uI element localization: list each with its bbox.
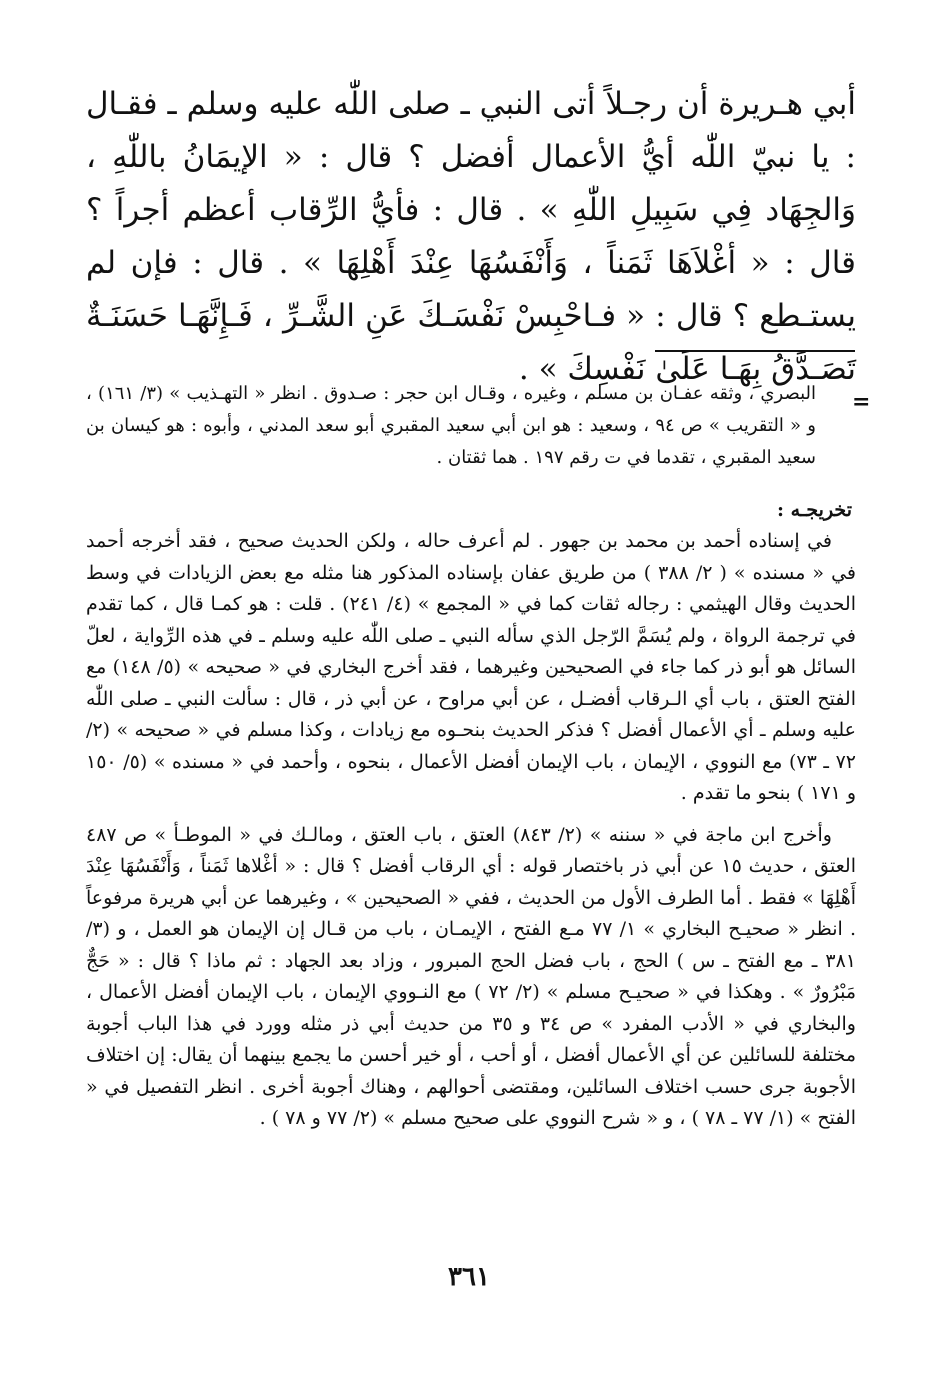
- footnote-text: البصري ، وثقه عفـان بن مسلم ، وغيره ، وقـال ابن حجر : صـدوق . انظر « التهـذيب » (٣/ ١٦١) ، و « التقريب » ص ٩٤ ، وسعيد : هو ابن أبي سعيد المقبري أبو سعد المدني ، وأبوه : هو كيسان بن سعيد المقبري ، تقدما في ت رقم ١٩٧ . هما ثقتان .: [86, 383, 816, 468]
- takhrij-heading: تخريجـه :: [777, 499, 852, 521]
- footnote: [86, 378, 816, 474]
- hadith-text: [86, 78, 856, 396]
- takhrij-paragraph-1: في إسناده أحمد بن محمد بن جهور . لم أعرف حاله ، ولكن الحديث صحيح ، فقد أخرجه أحمد في « مسنده » ( ٢/ ٣٨٨ ) من طريق عفان بإسناده المذكور هنا مثله مع بعض الزيادات في وسط الحديث وقال الهيثمي : رجاله ثقات كما في « المجمع » (٤/ ٢٤١) . قلت : هو كمـا قال ، كما تقدم في ترجمة الرواة ، ولم يُسَمَّ الرّجل الذي سأله النبي ـ صلى اللّٰه عليه وسلم ـ في هذه الرِّواية ، لعلّ السائل هو أبو ذر كما جاء في الصحيحين وغيرهما ، فقد أخرج البخاري في « صحيحه » (٥/ ١٤٨) مع الفتح العتق ، باب أي الـرقاب أفضـل ، عن أبي مراوح ، عن أبي ذر ، قال : سألت النبي ـ صلى اللّٰه عليه وسلم ـ أي الأعمال أفضل ؟ فذكر الحديث بنحـوه مع زيادات ، وكذا مسلم في « صحيحه » (٢/ ٧٢ ـ ٧٣) مع النووي ، الإيمان ، باب الإيمان أفضل الأعمال ، بنحوه ، وأحمد في « مسنده » (٥/ ١٥٠ و ١٧١ ) بنحو ما تقدم .: [86, 530, 856, 804]
- takhrij-section: [86, 526, 856, 1135]
- footnote-continuation-mark: =: [852, 389, 871, 415]
- page-number: ٣٦١: [448, 1262, 490, 1292]
- hadith-paragraph: أبي هـريرة أن رجـلاً أتى النبي ـ صلى اللّٰه عليه وسلم ـ فقـال : يا نبيّ اللّٰه أيُّ الأعمال أفضل ؟ قال : « الإيمَانُ باللّٰهِ ، وَالجِهَاد فِي سَبِيلِ اللّٰهِ » . قال : فأيُّ الرِّقاب أعظم أجراً ؟ قال : « أغْلاَهَا ثَمَناً ، وَأَنْفَسُهَا عِنْدَ أَهْلِهَا » . قال : فإن لم يستـطع ؟ قال : « فـاحْبِسْ نَفْسَـكَ عَنِ الشَّـرِّ ، فَـإِنَّهَـا حَسَنَـةٌ تَصَـدَّقُ بِهَـا عَلَىٰ نَفْسِكَ » .: [86, 86, 856, 387]
- footnote-separator: [655, 350, 855, 352]
- takhrij-paragraph-2: وأخرج ابن ماجة في « سننه » (٢/ ٨٤٣) العتق ، باب العتق ، ومالـك في « الموطـأ » ص ٤٨٧ العتق ، حديث ١٥ عن أبي ذر باختصار قوله : أي الرقاب أفضل ؟ قال : « أغْلاها ثَمَناً ، وَأَنْفَسُهَا عِنْدَ أَهْلِهَا » فقط . أما الطرف الأول من الحديث ، ففي « الصحيحين » ، وغيرهما عن أبي هريرة مرفوعاً . انظر « صحيـح البخاري » ١/ ٧٧ مـع الفتح ، الإيمـان ، باب من قـال إن الإيمان هو العمل ، و (٣/ ٣٨١ ـ مع الفتح ـ س ) الحج ، باب فضل الحج المبرور ، وزاد بعد الجهاد : ثم ماذا ؟ قال : « حَجٌّ مَبْرُورٌ » . وهكذا في « صحيـح مسلم » (٢/ ٧٢ ) مع النـووي الإيمان ، باب الإيمان أفضل الأعمال ، والبخاري في « الأدب المفرد » ص ٣٤ و ٣٥ من حديث أبي ذر مثله وورد في هذا الباب أجوبة مختلفة للسائلين عن أي الأعمال أفضل ، أو أحب ، أو خير أحسن ما يجمع بينهما أن يقال: إن اختلاف الأجوبة جرى حسب اختلاف السائلين، ومقتضى أحوالهم ، وهناك أجوبة أخرى . انظر التفصيل في « الفتح » (١/ ٧٧ ـ ٧٨ ) ، و « شرح النووي على صحيح مسلم » (٢/ ٧٧ و ٧٨ ) .: [86, 823, 857, 1129]
